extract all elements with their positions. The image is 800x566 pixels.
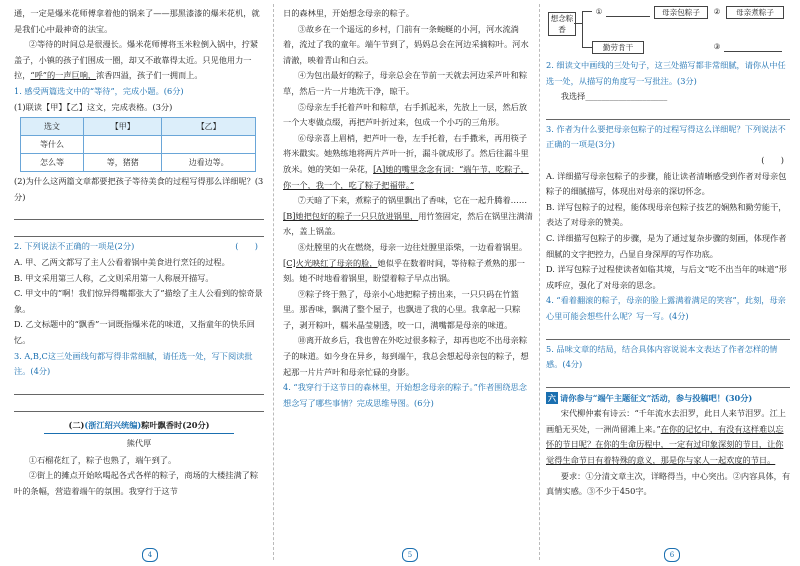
option-d: D. 详写包粽子过程使读者如临其境，与后文“吃不出当年的味道”形成呼应，强化了对母亲的思念。 [546,264,787,290]
mind-map [546,6,790,54]
column-divider [273,4,274,560]
mind-map-slot[interactable]: ③ [710,41,724,52]
option-c: C. 甲文中的“啊！我们惊异得嘴都张大了”描绘了主人公看到的惊奇景象。 [14,288,263,314]
question-2: 2. 下列说法不正确的一项是(2分) ( ) [14,239,264,255]
table-cell: 怎么等 [21,154,84,172]
passage-text: 日的森林里，开始想念母亲的粽子。 [283,8,415,18]
question-7: 4. “看着翻滚的粽子，母亲的脸上露满着满足的笑容”，此刻，母亲心里可能会想些什么呢？写一写。(4分) [546,295,786,321]
question-1a: (1)联读【甲】【乙】这文，完成表格。(3分) [14,101,173,112]
mind-map-connector [582,11,583,47]
answer-bracket-line[interactable]: ( ) [761,154,784,165]
passage-text: ⑤母亲左手托着芦叶和粽草，右手抓起米，先放上一层，然后放一个大枣做点缀，再把芦叶折过来，包成一个小巧的三角形。 [283,101,528,128]
option-b: B. 甲文采用第三人称，乙文则采用第一人称展开描写。 [14,272,214,283]
answer-line[interactable] [546,373,790,388]
question-8: 5. 品味文章的结局，结合具体内容说说本文表达了作者怎样的情感。(4分) [546,343,778,370]
answer-line[interactable] [14,380,264,395]
question-4: 4. “我穿行于这节日的森林里，开始想念母亲的粽子。”作者围绕思念想念写了哪些事情？完成思维导图。(6分) [283,382,527,408]
passage-text: ⑦天暗了下来，煮粽子的锅里飘出了香味，它在一起升腾着……[B]她把包好的粽子一只只放进锅里，用竹签固定，然后在锅里注满清水，盖上锅盖。 [283,195,533,237]
task-text: 宋代柳仲素有诗云：“千年流水去汨罗，此日人来节泪罗。江上画船无买处，一洲尚留滩上来。”在你的记忆中，有没有这样难以忘怀的节日呢？在你的生命历程中，一定有过印象深刻的节日，让你觉得生命节日有着特殊的意义，那是你与家人一起欢度的节日。 [546,408,786,466]
answer-cell[interactable] [84,136,162,154]
question-1b: (2)为什么这两篇文章都要把孩子等待美食的过程写得那么详细呢？(3分) [14,176,264,202]
answer-line[interactable] [14,205,264,220]
answer-line[interactable] [14,222,264,237]
table-header-cell: 【甲】 [84,118,162,136]
mind-map-connector [574,23,582,24]
underlined-sentence: [A]她的嘴里念念有词：“端午节，吃粽子，你一个，我一个，吃了粽子把福带。” [283,163,529,190]
question-6: 3. 作者为什么要把母亲包粽子的过程写得这么详细呢？下列说法不正确的一项是(3分) [546,123,786,150]
page-number: 6 [664,548,680,562]
mind-map-connector [582,47,592,48]
option-c: C. 详细描写包粽子的步骤，是为了通过复杂步骤的刻画，体现作者细腻的文字把控力，凸显自身深厚的写作功底。 [546,232,787,259]
answer-line[interactable] [546,325,790,340]
option-b: B. 详写包粽子的过程，能体现母亲包粽子技艺的娴熟和勤劳能干，表达了对母亲的赞美。 [546,201,787,228]
question-1: 1. 感受两篇选文中的“等待”，完成小题。(6分) [14,85,184,96]
table-header-cell: 【乙】 [162,118,256,136]
passage-text: ⑥母亲喜上眉梢，把芦叶一卷，左手托着，右手撒米，再用筷子将米戳实。她熟练地将两片芦叶一折，漏斗就成形了。然后往漏斗里放米。她的笑如一朵花，[A]她的嘴里念念有词：“端午节，吃粽子，你一个，我一个，吃了粽子把福带。” [283,132,529,190]
mind-map-node: 母亲煮粽子 [726,6,784,19]
passage-text: ①石榴花红了，粽子也熟了，端午到了。 [28,454,177,465]
answer-prompt[interactable]: 我选择____________________ [560,91,668,102]
comparison-table [20,117,256,172]
mind-map-node: 勤劳肯干 [592,41,644,54]
passage-text: ②街上的摊点开始吆喝起各式各样的粽子，商场的大楼挂满了粽叶的条幅，营造着端午的氛围。我穿行于这节 [14,470,259,497]
table-header-cell: 选文 [21,118,84,136]
author-name: 熊代厚 [126,438,152,449]
answer-line[interactable] [546,105,790,120]
passage-text: ④为包出最好的粽子，母亲总会在节前一天就去河边采芦叶和粽草，然后一片一片地洗干净，晾干。 [283,70,528,96]
underlined-sentence: “呼”的一声巨响， [30,70,97,81]
page-5-column [283,6,533,554]
answer-line[interactable] [14,397,264,412]
mind-map-connector [582,11,592,12]
question-3: 3. A,B,C这三处画线句都写得非常细腻，请任选一处，写下阅读批注。(4分) [14,350,253,377]
page-4-column [14,6,264,554]
page-6-column [546,6,790,554]
option-a: A. 详细描写母亲包粽子的步骤，能让读者清晰感受到作者对母亲包粽子的细腻描写，体现出对母亲的深切怀念。 [546,170,787,197]
mind-map-blank[interactable] [724,51,782,52]
passage-text: ⑩离开故乡后，我也曾在外吃过很多粽子，却再也吃不出母亲粽子的味道。如今身在异乡，每到端午，我总会想起母亲包的粽子，想起那一片片芦叶和母亲忙碌的身影。 [283,335,529,377]
mind-map-node: 母亲包粽子 [654,6,708,19]
mind-map-blank[interactable] [606,16,650,17]
page-number: 4 [142,548,158,562]
task-requirement: 要求：①分清文章主次，详略得当，中心突出。②内容具体，有真情实感。③不少于450字。 [546,470,790,497]
passage-text: 通，一定是爆米花师傅拿着他的锅来了——那黑漆漆的爆米花机，就是我们心中最神奇的法宝。 [14,8,260,34]
mind-map-slot[interactable]: ① [592,6,606,17]
writing-task-heading: 六 请你参与“端午主题征文”活动，参与投稿吧！(30分) [548,392,753,403]
passage-text: ⑨粽子终于熟了，母亲小心地把粽子捞出来，一只只码在竹篮里。那香味，飘满了整个屋子，也飘进了我的心里。我拿起一只粽子，剥开粽叶，糯米晶莹剔透，咬一口，满嘴都是母亲的味道。 [283,288,521,330]
section-badge: 六 [548,392,556,403]
table-cell: 等什么 [21,136,84,154]
option-a: A. 甲、乙两文都写了主人公看着锅中美食进行烹饪的过程。 [14,256,230,267]
underlined-sentence: [C]火光映红了母亲的脸， [283,257,378,268]
section-heading: (二)(浙江绍兴统编)粽叶飘香时(20分) [14,418,264,435]
question-5: 2. 细读文中画线的三处句子，这三处描写都非常细腻，请你从中任选一处，从描写的角度写一写批注。(3分) [546,60,786,86]
underlined-sentence: [B]她把包好的粽子一只只放进锅里， [283,210,419,221]
underlined-sentence: 在你的记忆中，有没有这样难以忘怀的节日呢？在你的生命历程中，一定有过印象深刻的节日，让你觉得生命节日有着特殊的意义，那是你与家人一起欢度的节日。 [546,423,784,466]
answer-bracket[interactable]: ( ) [235,241,258,252]
passage-text: ⑧灶膛里的火在燃烧，母亲一边往灶膛里添柴，一边看着锅里。[C]火光映红了母亲的脸，她似乎在数着时间，等待粽子煮熟的那一刻。她不时地看着锅里，盼望着粽子早点出锅。 [283,241,528,284]
mind-map-slot[interactable]: ② [710,6,724,17]
page-number: 5 [402,548,418,562]
passage-text: ②等待的时间总是很漫长。爆米花师傅将玉米粒倒入锅中，拧紧盖子，小镇的孩子们围成一圈，却又不敢靠得太近。只见他用力一拉，“呼”的一声巨响，浓香四溢，孩子们一拥而上。 [14,39,259,81]
table-cell: 等，猪猪 [84,154,162,172]
mind-map-center: 想念粽香 [548,12,576,36]
table-cell: 边看边等。 [162,154,256,172]
column-divider [539,4,540,560]
option-d: D. 乙文标题中的“飘香”一词既指爆米花的味道，又指童年的快乐回忆。 [14,319,255,345]
answer-cell[interactable] [162,136,256,154]
passage-text: ③故乡在一个遥远的乡村，门前有一条蜿蜒的小河，河水流淌着，流过了我的童年。端午节到了，妈妈总会在河边采摘粽叶。河水清澈，映着青山和白云。 [283,23,529,65]
